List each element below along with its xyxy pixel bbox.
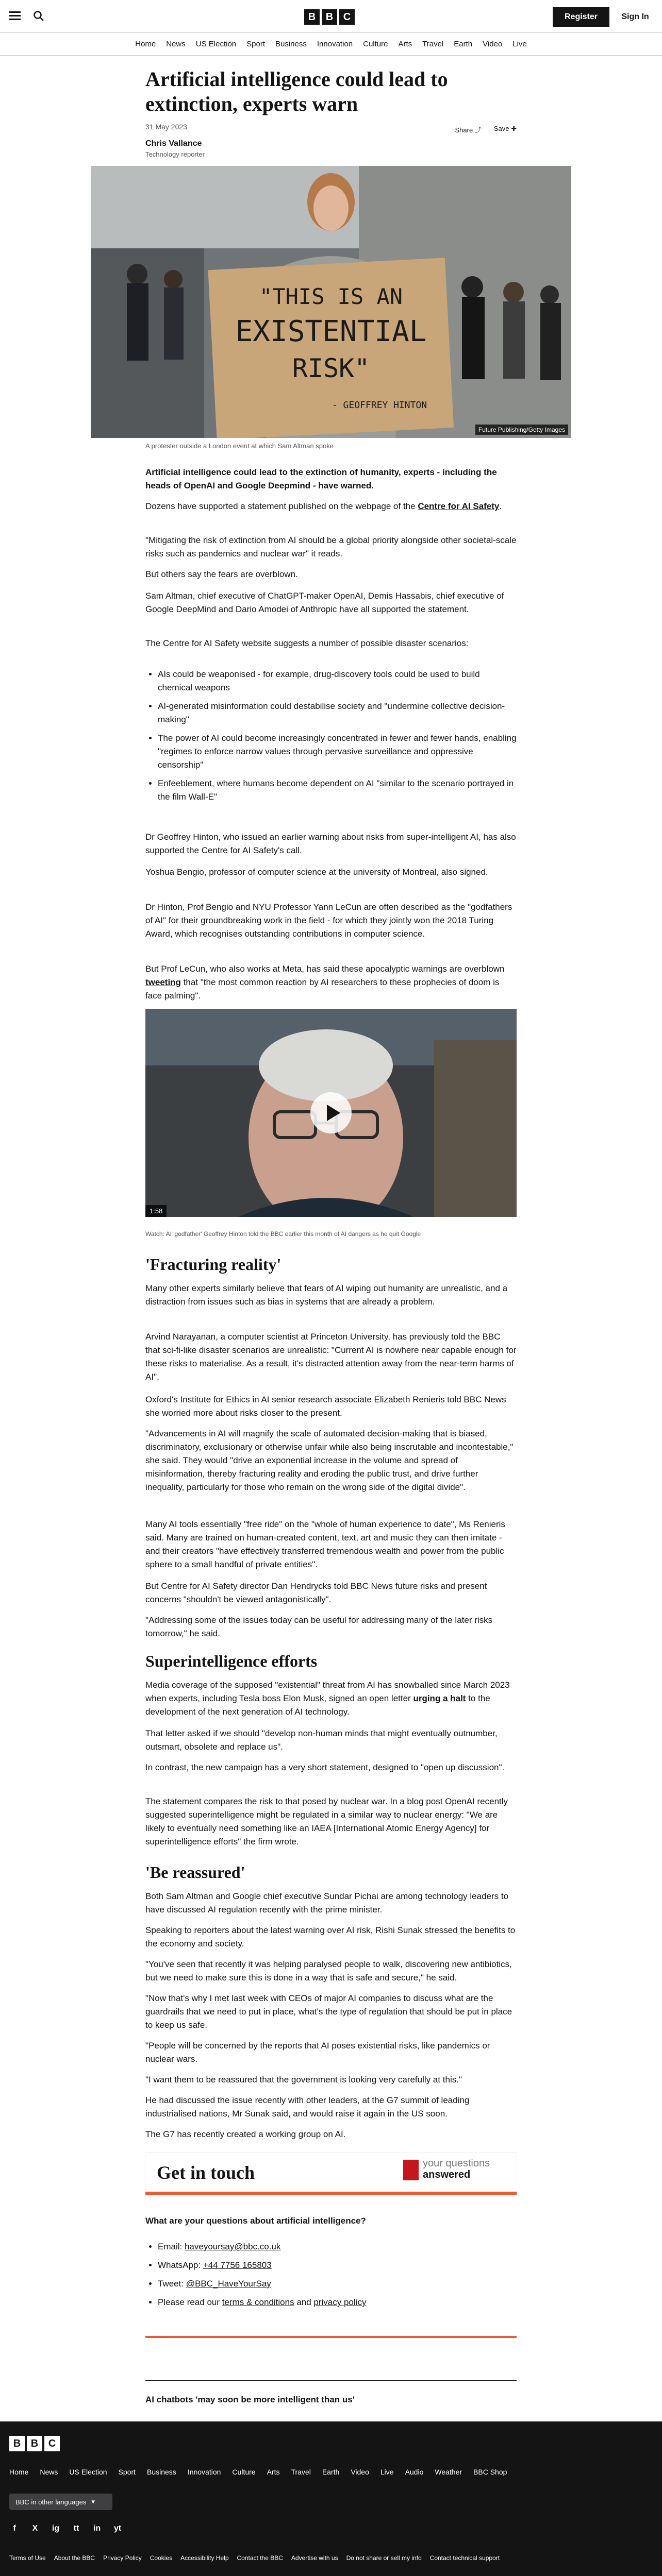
paragraph: "Advancements in AI will magnify the scale of automated decision-making that is biased, discriminatory, exclusionary or otherwise unfair while also being inscrutable and incontestable," she said. They would "drive an exponential increase in the volume and spread of misinformation, thereby fracturing reality and eroding the public trust, and drive further inequality, particularly for those who remain on the wrong side of the digital divide".: [145, 1429, 514, 1492]
divider: [145, 2380, 517, 2381]
question-badge-icon: [403, 2160, 419, 2180]
paragraph: Many other experts similarly believe that fears of AI wiping out humanity are unrealistic, and a distraction from issues such as bias in systems that are already a problem.: [145, 1283, 508, 1307]
paragraph: Dr Geoffrey Hinton, who issued an earlier warning about risks from super-intelligent AI, has also supported the Centre for AI Safety's call.: [145, 832, 516, 855]
terms-link[interactable]: terms & conditions: [222, 2297, 294, 2307]
video-player[interactable]: [145, 1009, 517, 1217]
footer-link[interactable]: Cookies: [150, 2554, 173, 2562]
footer-nav-item[interactable]: Earth: [322, 2468, 340, 2476]
privacy-link[interactable]: privacy policy: [313, 2297, 367, 2307]
publish-date: 31 May 2023: [145, 123, 187, 131]
footer-nav-item[interactable]: Travel: [291, 2468, 311, 2476]
intro-paragraph: Artificial intelligence could lead to the extinction of humanity, experts - including the heads of OpenAI and Google Deepmind - have warned.: [145, 467, 497, 490]
nav-item[interactable]: Live: [512, 40, 527, 48]
section-heading: 'Be reassured': [145, 1863, 245, 1882]
instagram-icon[interactable]: ig: [52, 2524, 60, 2533]
nav-item[interactable]: US Election: [195, 40, 237, 48]
list-item: • AI-generated misinformation could destabilise society and "undermine collective decision-making": [158, 700, 517, 726]
paragraph: "Now that's why I met last week with CEOs of major AI companies to discuss what are the guardrails that we need to put in place, what's the type of regulation that should be put in place to keep us safe.: [145, 1993, 512, 2030]
footer-link[interactable]: Contact the BBC: [237, 2554, 283, 2562]
sign-in-button[interactable]: Sign In: [621, 12, 649, 21]
sign-line-3: RISK": [292, 353, 370, 383]
footer-nav-item[interactable]: BBC Shop: [473, 2468, 507, 2476]
contact-tweet: • Tweet: @BBC_HaveYourSay: [158, 2277, 517, 2291]
paragraph: "Mitigating the risk of extinction from AI should be a global priority alongside other societal-scale risks such as pandemics and nuclear war" it reads.: [145, 535, 517, 558]
paragraph: The G7 has recently created a working group on AI.: [145, 2129, 346, 2139]
paragraph: Arvind Narayanan, a computer scientist at Princeton University, has previously told the BBC that sci-fi-like disaster scenarios are unrealistic: "Current AI is nowhere near capable enough for these risks to materialise. As a result, it's distracted attention away from the near-term harms of AI".: [145, 1332, 517, 1382]
nav-item[interactable]: Video: [483, 40, 503, 48]
paragraph: Many AI tools essentially "free ride" on the "whole of human experience to date", Ms Renieris said. Many are trained on human-created content, text, art and music they can then imitate - and their creators "have effectively transferred tremendous wealth and power from the public sphere to a small handful of private entities".: [145, 1519, 505, 1569]
footer-nav-item[interactable]: Arts: [267, 2468, 280, 2476]
paragraph: But others say the fears are overblown.: [145, 569, 298, 579]
paragraph: That letter asked if we should "develop non-human minds that might eventually outnumber, outsmart, obsolete and replace us".: [145, 1728, 498, 1752]
footer-link[interactable]: Terms of Use: [9, 2554, 46, 2562]
author-name: Chris Vallance: [145, 139, 202, 148]
footer-nav-item[interactable]: News: [40, 2468, 58, 2476]
paragraph: Oxford's Institute for Ethics in AI senior research associate Elizabeth Renieris told BBC News she worried more about risks closer to the present.: [145, 1395, 506, 1418]
register-button[interactable]: Register: [553, 7, 609, 27]
footer-nav-item[interactable]: Video: [351, 2468, 369, 2476]
linkedin-icon[interactable]: in: [93, 2524, 101, 2533]
paragraph: The statement compares the risk to that posed by nuclear war. In a blog post OpenAI recently suggested superintelligence might be regulated in a similar way to nuclear energy: "We are likely to eventually need something like an IAEA [International Atomic Energy Agency] for superintelligence efforts" the firm wrote.: [145, 1797, 508, 1846]
section-heading: Superintelligence efforts: [145, 1652, 318, 1670]
sign-line-4: - GEOFFREY HINTON: [332, 400, 427, 411]
list-item: • AIs could be weaponised - for example, drug-discovery tools could be used to build chemical weapons: [158, 668, 517, 694]
social-links: [9, 2523, 123, 2534]
author-role: Technology reporter: [145, 150, 205, 158]
list-item: • Enfeeblement, where humans become dependent on AI "similar to the scenario portrayed in the film Wall-E": [158, 777, 517, 804]
menu-icon[interactable]: [9, 11, 21, 21]
language-selector[interactable]: BBC in other languages ▾: [9, 2494, 112, 2510]
hero-image: [91, 166, 571, 438]
badge-text: your questions answered: [423, 2158, 490, 2180]
scenario-list: [145, 668, 517, 809]
paragraph: But Centre for AI Safety director Dan Hendrycks told BBC News future risks and present concerns "shouldn't be viewed antagonistically".: [145, 1581, 487, 1604]
footer-link[interactable]: Do not share or sell my info: [346, 2554, 422, 2562]
paragraph: Media coverage of the supposed "existential" threat from AI has snowballed since March 2023 when experts, including Tesla boss Elon Musk, signed an open letter urging a halt to the development of the next generation of AI technology.: [145, 1680, 510, 1717]
section-heading: 'Fracturing reality': [145, 1255, 282, 1274]
youtube-icon[interactable]: yt: [113, 2524, 122, 2533]
hero-caption: A protester outside a London event at which Sam Altman spoke: [145, 442, 334, 450]
footer-link[interactable]: Contact technical support: [429, 2554, 500, 2562]
footer-links: [9, 2554, 535, 2562]
tweeting-link[interactable]: tweeting: [145, 977, 181, 987]
footer-link[interactable]: Accessibility Help: [180, 2554, 229, 2562]
footer-nav-item[interactable]: Business: [147, 2468, 176, 2476]
paragraph: Sam Altman, chief executive of ChatGPT-maker OpenAI, Demis Hassabis, chief executive of Google DeepMind and Dario Amodei of Anthropic have all supported the statement.: [145, 591, 504, 614]
sign-line-1: "THIS IS AN: [259, 284, 403, 309]
nav-item[interactable]: Culture: [363, 40, 388, 48]
related-link[interactable]: AI chatbots 'may soon be more intelligent than us': [145, 2395, 355, 2404]
nav-item[interactable]: Home: [135, 40, 156, 48]
x-icon[interactable]: X: [32, 2524, 38, 2533]
paragraph: "You've seen that recently it was helping paralysed people to walk, discovering new antibiotics, but we need to make sure this is done in a way that is safe and secure," he said.: [145, 1959, 512, 1982]
contact-list: [145, 2240, 517, 2314]
footer-nav-item[interactable]: US Election: [69, 2468, 107, 2476]
contact-whatsapp: • WhatsApp: +44 7756 165803: [158, 2259, 517, 2272]
paragraph: "I want them to be reassured that the government is looking very carefully at this.": [145, 2075, 462, 2084]
nav-item[interactable]: Travel: [422, 40, 444, 48]
headline: Artificial intelligence could lead to extinction, experts warn: [145, 67, 448, 115]
footer-nav-item[interactable]: Innovation: [187, 2468, 221, 2476]
sign-line-2: EXISTENTIAL: [235, 315, 427, 348]
paragraph: Dozens have supported a statement published on the webpage of the Centre for AI Safety.: [145, 501, 502, 511]
urging-a-halt-link[interactable]: urging a halt: [413, 1693, 466, 1703]
paragraph: Yoshua Bengio, professor of computer science at the university of Montreal, also signed.: [145, 867, 488, 877]
footer-link[interactable]: Advertise with us: [291, 2554, 338, 2562]
whatsapp-link[interactable]: +44 7756 165803: [203, 2260, 272, 2270]
share-button[interactable]: Share ⤴: [455, 126, 482, 134]
nav-item[interactable]: Innovation: [317, 40, 353, 48]
git-question: What are your questions about artificial intelligence?: [145, 2216, 366, 2226]
footer-nav-item[interactable]: Culture: [232, 2468, 256, 2476]
image-copyright: Future Publishing/Getty Images: [475, 425, 568, 435]
footer-nav-item[interactable]: Audio: [405, 2468, 424, 2476]
get-in-touch-banner: [145, 2153, 517, 2195]
nav-item[interactable]: Earth: [454, 40, 473, 48]
footer-link[interactable]: About the BBC: [54, 2554, 95, 2562]
footer-bbc-logo[interactable]: B B C: [9, 2436, 60, 2451]
footer-nav-item[interactable]: Sport: [118, 2468, 136, 2476]
nav-item[interactable]: Arts: [398, 40, 412, 48]
facebook-icon[interactable]: f: [13, 2524, 16, 2533]
paragraph: Speaking to reporters about the latest warning over AI risk, Rishi Sunak stressed the benefits to the economy and society.: [145, 1925, 516, 1948]
contact-email: • Email: haveyoursay@bbc.co.uk: [158, 2240, 517, 2253]
footer-nav-item[interactable]: Live: [380, 2468, 394, 2476]
nav-item[interactable]: Sport: [246, 40, 265, 48]
paragraph: In contrast, the new campaign has a very short statement, designed to "open up discussion".: [145, 1762, 505, 1772]
paragraph: "People will be concerned by the reports that AI poses existential risks, like pandemics or nuclear wars.: [145, 2041, 490, 2064]
main-nav: [0, 33, 662, 56]
save-button[interactable]: Save ✚: [493, 125, 517, 132]
footer-link[interactable]: Privacy Policy: [103, 2554, 142, 2562]
footer-nav-item[interactable]: Home: [9, 2468, 29, 2476]
video-duration: 1:58: [145, 1205, 167, 1217]
accent-divider: [145, 2336, 517, 2338]
get-in-touch-title: Get in touch: [157, 2162, 255, 2183]
top-bar: [0, 0, 662, 33]
video-caption: Watch: AI 'godfather' Geoffrey Hinton told the BBC earlier this month of AI dangers as he quit Google: [145, 1230, 421, 1238]
email-link[interactable]: haveyoursay@bbc.co.uk: [184, 2242, 281, 2251]
nav-item[interactable]: News: [166, 40, 186, 48]
protester-photo: [91, 166, 571, 438]
paragraph: Dr Hinton, Prof Bengio and NYU Professor Yann LeCun are often described as the "godfathers of AI" for their groundbreaking work in the field - for which they jointly won the 2018 Turing Award, which recognises outstanding contributions in computer science.: [145, 902, 512, 939]
nav-item[interactable]: Business: [275, 40, 307, 48]
footer: [0, 2421, 662, 2576]
list-item: • The power of AI could become increasingly concentrated in fewer and fewer hands, enabling "regimes to enforce narrow values through pervasive surveillance and oppressive censorship": [158, 732, 517, 772]
play-icon[interactable]: [310, 1092, 352, 1133]
paragraph: But Prof LeCun, who also works at Meta, has said these apocalyptic warnings are overblown tweeting that "the most common reaction by AI researchers to these prophecies of doom is face palming".: [145, 964, 505, 1001]
terms-notice: • Please read our terms & conditions and privacy policy: [158, 2296, 517, 2309]
search-icon[interactable]: [33, 10, 44, 22]
footer-nav: [9, 2468, 507, 2476]
article-actions: [455, 125, 517, 134]
footer-nav-item[interactable]: Weather: [435, 2468, 462, 2476]
bbc-logo[interactable]: B B C: [304, 9, 355, 25]
tweet-link[interactable]: @BBC_HaveYourSay: [186, 2279, 271, 2289]
tiktok-icon[interactable]: tt: [73, 2524, 79, 2533]
paragraph: Both Sam Altman and Google chief executive Sundar Pichai are among technology leaders to have discussed AI regulation recently with the prime minister.: [145, 1891, 509, 1914]
centre-for-ai-safety-link[interactable]: Centre for AI Safety: [418, 501, 500, 511]
chevron-down-icon: ▾: [91, 2498, 95, 2505]
paragraph: The Centre for AI Safety website suggests a number of possible disaster scenarios:: [145, 638, 469, 648]
paragraph: "Addressing some of the issues today can be useful for addressing many of the later risks tomorrow," he said.: [145, 1615, 493, 1638]
paragraph: He had discussed the issue recently with other leaders, at the G7 summit of leading industrialised nations, Mr Sunak said, and would raise it again in the US soon.: [145, 2095, 470, 2119]
